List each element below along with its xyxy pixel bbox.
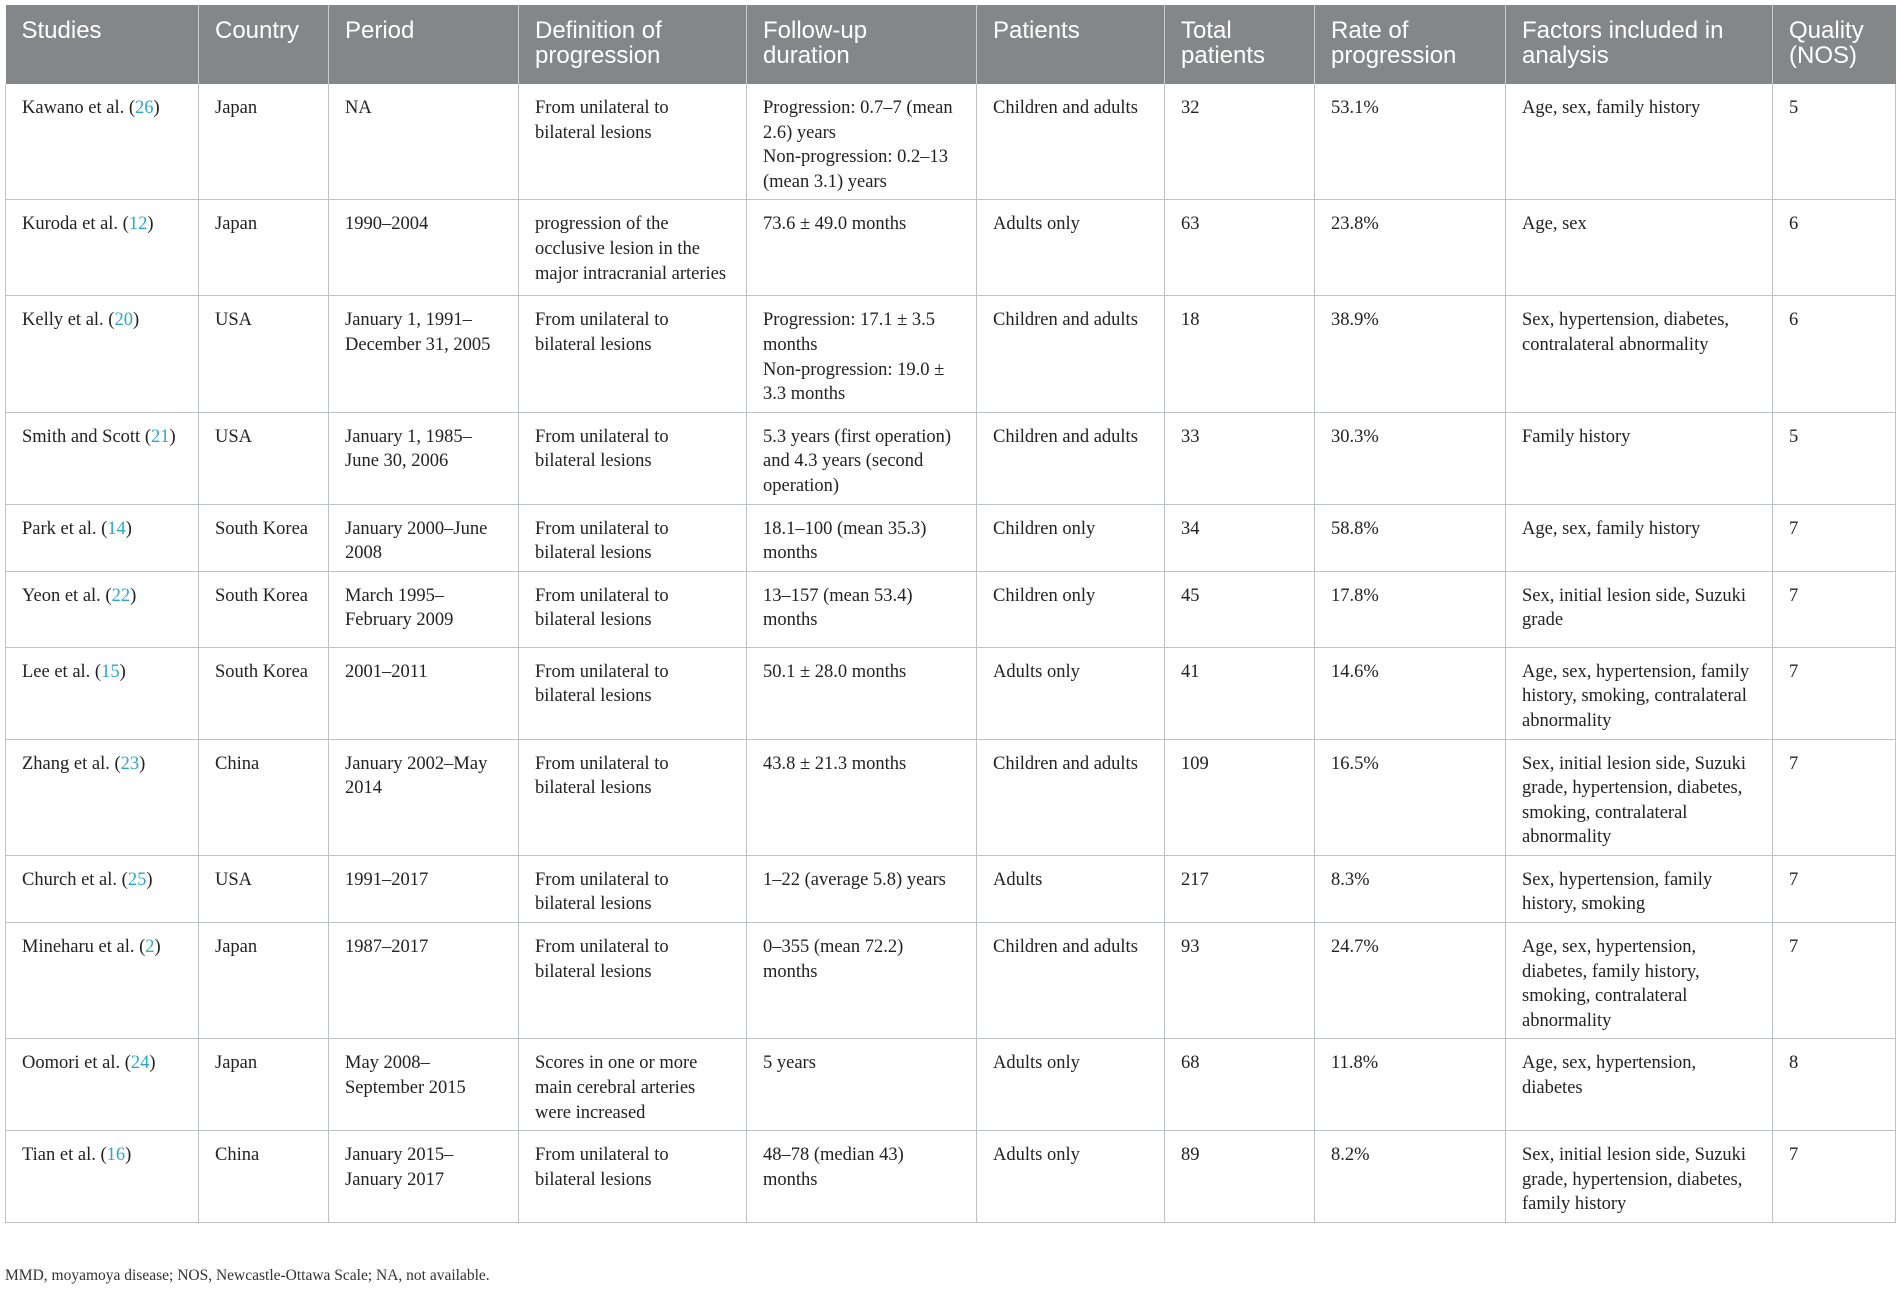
factors-cell: Age, sex, family history <box>1506 84 1773 200</box>
study-name: Mineharu et al. ( <box>22 937 146 958</box>
country-cell: Japan <box>199 200 329 296</box>
followup-cell <box>747 855 977 922</box>
header-cell: Definition of progression <box>519 5 747 84</box>
followup-line: 18.1–100 (mean 35.3) months <box>763 518 927 564</box>
rate-cell: 58.8% <box>1315 504 1506 571</box>
study-cell: Church et al. (25) <box>6 855 199 922</box>
factors-cell: Sex, initial lesion side, Suzuki grade <box>1506 571 1773 647</box>
followup-cell <box>747 200 977 296</box>
table-row <box>6 296 1896 412</box>
country-cell: South Korea <box>199 647 329 739</box>
rate-cell: 38.9% <box>1315 296 1506 412</box>
total-patients-cell: 89 <box>1165 1131 1315 1223</box>
followup-line: 5 years <box>763 1053 816 1074</box>
country-cell: China <box>199 1131 329 1223</box>
factors-cell: Age, sex, hypertension, diabetes, family history, smoking, contralateral abnormality <box>1506 923 1773 1039</box>
followup-cell <box>747 84 977 200</box>
definition-cell: From unilateral to bilateral lesions <box>519 1131 747 1223</box>
reference-link[interactable]: 24 <box>130 1053 150 1074</box>
study-cell: Kawano et al. (26) <box>6 84 199 200</box>
header-cell: Follow-up duration <box>747 5 977 84</box>
rate-cell: 11.8% <box>1315 1039 1506 1131</box>
table-row <box>6 571 1896 647</box>
followup-cell <box>747 296 977 412</box>
period-cell: 1990–2004 <box>329 200 519 296</box>
definition-cell: From unilateral to bilateral lesions <box>519 504 747 571</box>
rate-cell: 14.6% <box>1315 647 1506 739</box>
country-cell: South Korea <box>199 504 329 571</box>
reference-link[interactable]: 14 <box>107 518 126 539</box>
study-cell: Park et al. (14) <box>6 504 199 571</box>
factors-cell: Age, sex, hypertension, family history, smoking, contralateral abnormality <box>1506 647 1773 739</box>
rate-cell: 30.3% <box>1315 412 1506 504</box>
quality-cell: 5 <box>1773 412 1896 504</box>
followup-line: 1–22 (average 5.8) years <box>763 869 946 890</box>
followup-line: Progression: 0.7–7 (mean 2.6) years <box>763 98 953 143</box>
header-cell: Studies <box>6 5 199 84</box>
factors-cell: Sex, hypertension, family history, smoking <box>1506 855 1773 922</box>
total-patients-cell: 18 <box>1165 296 1315 412</box>
table-row <box>6 923 1896 1039</box>
followup-line: 0–355 (mean 72.2) months <box>763 937 904 982</box>
study-cell: Oomori et al. (24) <box>6 1039 199 1131</box>
table-row <box>6 855 1896 922</box>
followup-cell <box>747 412 977 504</box>
total-patients-cell: 63 <box>1165 200 1315 296</box>
followup-cell <box>747 1131 977 1223</box>
definition-cell: From unilateral to bilateral lesions <box>519 923 747 1039</box>
period-cell: January 2000–June 2008 <box>329 504 519 571</box>
followup-line: 48–78 (median 43) months <box>763 1145 904 1190</box>
reference-link[interactable]: 26 <box>135 98 154 118</box>
studies-table <box>5 5 1896 1223</box>
patients-cell: Children and adults <box>977 739 1165 855</box>
definition-cell: From unilateral to bilateral lesions <box>519 855 747 922</box>
definition-cell: From unilateral to bilateral lesions <box>519 571 747 647</box>
followup-line: 43.8 ± 21.3 months <box>763 753 907 774</box>
table-row <box>6 647 1896 739</box>
definition-cell: From unilateral to bilateral lesions <box>519 296 747 412</box>
patients-cell: Children and adults <box>977 296 1165 412</box>
study-cell: Tian et al. (16) <box>6 1131 199 1223</box>
reference-link[interactable]: 21 <box>151 426 170 447</box>
header-cell: Factors included in analysis <box>1506 5 1773 84</box>
period-cell: 1991–2017 <box>329 855 519 922</box>
patients-cell: Adults only <box>977 1039 1165 1131</box>
period-cell: March 1995–February 2009 <box>329 571 519 647</box>
patients-cell: Adults only <box>977 200 1165 296</box>
study-cell: Lee et al. (15) <box>6 647 199 739</box>
followup-cell <box>747 1039 977 1131</box>
factors-cell: Sex, initial lesion side, Suzuki grade, hypertension, diabetes, smoking, contralateral abnormality <box>1506 739 1773 855</box>
total-patients-cell: 34 <box>1165 504 1315 571</box>
study-cell: Zhang et al. (23) <box>6 739 199 855</box>
definition-cell: From unilateral to bilateral lesions <box>519 84 747 200</box>
quality-cell: 7 <box>1773 739 1896 855</box>
period-cell: NA <box>329 84 519 200</box>
country-cell: China <box>199 739 329 855</box>
definition-cell: From unilateral to bilateral lesions <box>519 412 747 504</box>
period-cell: 1987–2017 <box>329 923 519 1039</box>
study-name: Church et al. ( <box>22 869 128 890</box>
study-name: Kuroda et al. ( <box>22 214 129 235</box>
study-name: Park et al. ( <box>22 518 108 539</box>
study-name: Kelly et al. ( <box>22 310 115 331</box>
header-cell: Country <box>199 5 329 84</box>
reference-link[interactable]: 2 <box>145 937 155 958</box>
header-cell: Quality (NOS) <box>1773 5 1896 84</box>
followup-cell <box>747 504 977 571</box>
header-cell: Total patients <box>1165 5 1315 84</box>
study-name: Yeon et al. ( <box>22 585 112 606</box>
study-cell: Kuroda et al. (12) <box>6 200 199 296</box>
study-name: Tian et al. ( <box>22 1145 107 1166</box>
followup-cell <box>747 923 977 1039</box>
header-cell: Period <box>329 5 519 84</box>
followup-line: Progression: 17.1 ± 3.5 months <box>763 310 936 355</box>
study-name: Kawano et al. ( <box>22 98 136 118</box>
factors-cell: Age, sex, family history <box>1506 504 1773 571</box>
factors-cell: Sex, hypertension, diabetes, contralateral abnormality <box>1506 296 1773 412</box>
table-row <box>6 739 1896 855</box>
study-cell: Kelly et al. (20) <box>6 296 199 412</box>
table-row <box>6 1039 1896 1131</box>
study-name: Oomori et al. ( <box>22 1053 131 1074</box>
quality-cell: 8 <box>1773 1039 1896 1131</box>
followup-cell <box>747 739 977 855</box>
country-cell: Japan <box>199 84 329 200</box>
rate-cell: 8.3% <box>1315 855 1506 922</box>
period-cell: 2001–2011 <box>329 647 519 739</box>
factors-cell: Sex, initial lesion side, Suzuki grade, hypertension, diabetes, family history <box>1506 1131 1773 1223</box>
rate-cell: 8.2% <box>1315 1131 1506 1223</box>
header-cell: Patients <box>977 5 1165 84</box>
country-cell: USA <box>199 296 329 412</box>
table-body <box>6 84 1896 1223</box>
table-row <box>6 1131 1896 1223</box>
study-cell: Yeon et al. (22) <box>6 571 199 647</box>
followup-line: 5.3 years (first operation) and 4.3 years (second operation) <box>763 426 952 496</box>
table-row <box>6 200 1896 296</box>
table-row <box>6 84 1896 200</box>
reference-link[interactable]: 22 <box>111 585 131 606</box>
total-patients-cell: 93 <box>1165 923 1315 1039</box>
period-cell: January 2002–May 2014 <box>329 739 519 855</box>
reference-link[interactable]: 12 <box>128 214 148 235</box>
definition-cell: Scores in one or more main cerebral arteries were increased <box>519 1039 747 1131</box>
factors-cell: Age, sex, hypertension, diabetes <box>1506 1039 1773 1131</box>
followup-line: Non-progression: 0.2–13 (mean 3.1) years <box>763 147 948 192</box>
header-cell: Rate of progression <box>1315 5 1506 84</box>
factors-cell: Age, sex <box>1506 200 1773 296</box>
patients-cell: Children only <box>977 504 1165 571</box>
rate-cell: 17.8% <box>1315 571 1506 647</box>
patients-cell: Adults only <box>977 1131 1165 1223</box>
total-patients-cell: 33 <box>1165 412 1315 504</box>
followup-line: 13–157 (mean 53.4) months <box>763 585 913 631</box>
table-footnote: MMD, moyamoya disease; NOS, Newcastle-Ottawa Scale; NA, not available. <box>5 1267 490 1284</box>
followup-line: 50.1 ± 28.0 months <box>763 661 907 682</box>
quality-cell: 7 <box>1773 571 1896 647</box>
reference-link[interactable]: 15 <box>101 661 120 682</box>
total-patients-cell: 217 <box>1165 855 1315 922</box>
study-name: Smith and Scott ( <box>22 426 151 447</box>
reference-link[interactable]: 20 <box>114 310 133 331</box>
quality-cell: 6 <box>1773 200 1896 296</box>
reference-link[interactable]: 16 <box>106 1145 126 1166</box>
country-cell: South Korea <box>199 571 329 647</box>
reference-link[interactable]: 25 <box>127 869 147 890</box>
quality-cell: 5 <box>1773 84 1896 200</box>
factors-cell: Family history <box>1506 412 1773 504</box>
study-cell: Mineharu et al. (2) <box>6 923 199 1039</box>
quality-cell: 7 <box>1773 647 1896 739</box>
patients-cell: Children and adults <box>977 412 1165 504</box>
total-patients-cell: 45 <box>1165 571 1315 647</box>
period-cell: January 1, 1991–December 31, 2005 <box>329 296 519 412</box>
patients-cell: Children and adults <box>977 923 1165 1039</box>
rate-cell: 23.8% <box>1315 200 1506 296</box>
country-cell: Japan <box>199 923 329 1039</box>
total-patients-cell: 32 <box>1165 84 1315 200</box>
patients-cell: Adults <box>977 855 1165 922</box>
quality-cell: 7 <box>1773 1131 1896 1223</box>
rate-cell: 24.7% <box>1315 923 1506 1039</box>
country-cell: Japan <box>199 1039 329 1131</box>
definition-cell: From unilateral to bilateral lesions <box>519 739 747 855</box>
total-patients-cell: 109 <box>1165 739 1315 855</box>
definition-cell: progression of the occlusive lesion in the major intracranial arteries <box>519 200 747 296</box>
table-container <box>5 5 1895 1223</box>
study-name: Lee et al. ( <box>22 661 102 682</box>
period-cell: January 2015–January 2017 <box>329 1131 519 1223</box>
patients-cell: Adults only <box>977 647 1165 739</box>
followup-cell <box>747 647 977 739</box>
header-row <box>6 5 1896 84</box>
patients-cell: Children and adults <box>977 84 1165 200</box>
patients-cell: Children only <box>977 571 1165 647</box>
period-cell: January 1, 1985–June 30, 2006 <box>329 412 519 504</box>
followup-line: Non-progression: 19.0 ± 3.3 months <box>763 359 945 405</box>
followup-cell <box>747 571 977 647</box>
table-row <box>6 504 1896 571</box>
rate-cell: 53.1% <box>1315 84 1506 200</box>
reference-link[interactable]: 23 <box>120 753 140 774</box>
country-cell: USA <box>199 412 329 504</box>
table-row <box>6 412 1896 504</box>
country-cell: USA <box>199 855 329 922</box>
rate-cell: 16.5% <box>1315 739 1506 855</box>
definition-cell: From unilateral to bilateral lesions <box>519 647 747 739</box>
quality-cell: 7 <box>1773 855 1896 922</box>
total-patients-cell: 41 <box>1165 647 1315 739</box>
quality-cell: 7 <box>1773 923 1896 1039</box>
total-patients-cell: 68 <box>1165 1039 1315 1131</box>
quality-cell: 6 <box>1773 296 1896 412</box>
quality-cell: 7 <box>1773 504 1896 571</box>
period-cell: May 2008–September 2015 <box>329 1039 519 1131</box>
study-cell: Smith and Scott (21) <box>6 412 199 504</box>
study-name: Zhang et al. ( <box>22 753 121 774</box>
followup-line: 73.6 ± 49.0 months <box>763 214 907 235</box>
